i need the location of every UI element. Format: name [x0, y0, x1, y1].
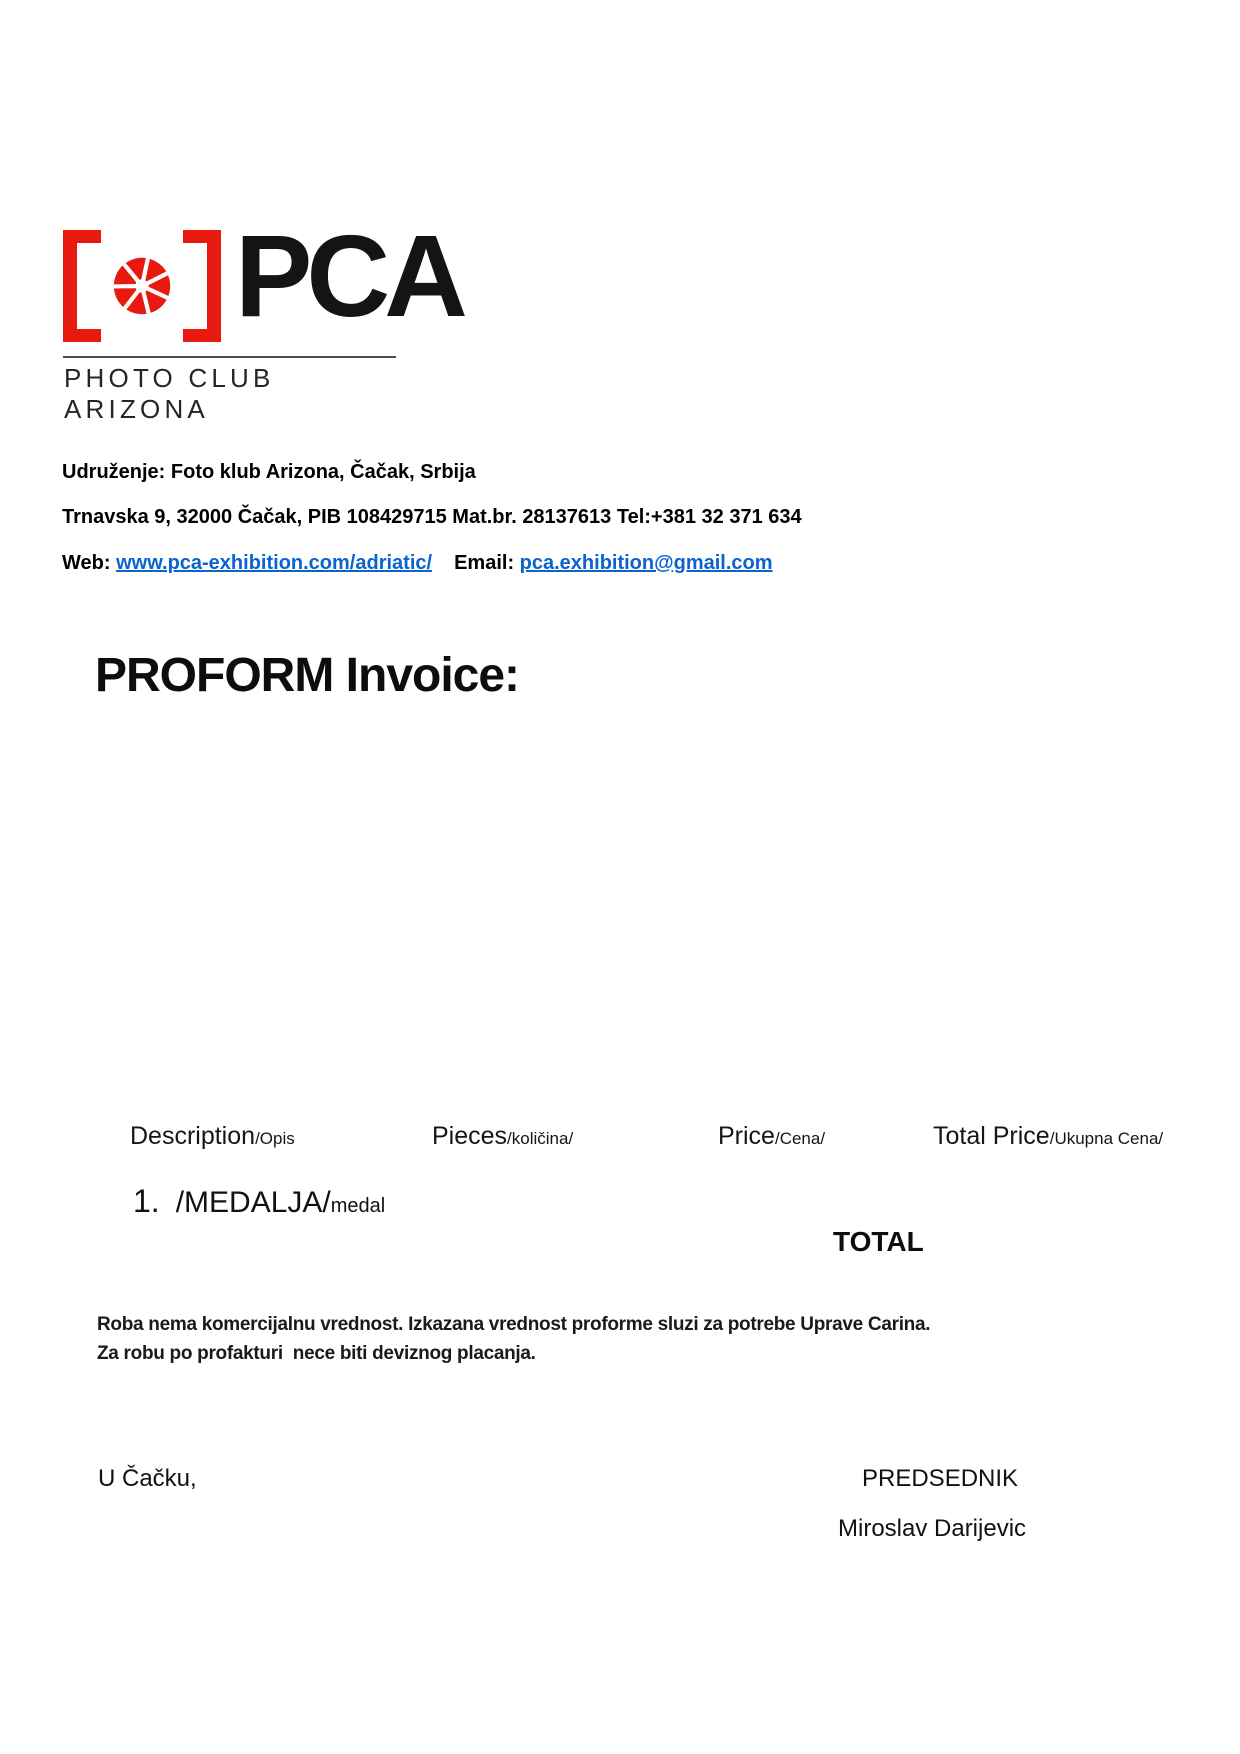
- email-label: Email:: [454, 552, 520, 574]
- org-contact-line: [62, 552, 773, 575]
- header-main: Pieces: [432, 1122, 508, 1150]
- signature-role: PREDSEDNIK: [862, 1465, 1019, 1492]
- column-header-pieces: [432, 1122, 573, 1151]
- pca-logo: [63, 211, 462, 342]
- org-name-line: Udruženje: Foto klub Arizona, Čačak, Srbija: [62, 461, 476, 483]
- column-header-total-price: [933, 1122, 1163, 1151]
- website-link[interactable]: www.pca-exhibition.com/adriatic/: [116, 552, 433, 574]
- right-bracket-shape: [183, 230, 221, 342]
- column-header-description: [130, 1122, 295, 1151]
- org-address-line: Trnavska 9, 32000 Čačak, PIB 108429715 Mat.br. 28137613 Tel:+381 32 371 634: [62, 506, 802, 528]
- web-label: Web:: [62, 552, 117, 574]
- header-main: Description: [130, 1122, 256, 1150]
- signature-place: U Čačku,: [98, 1465, 197, 1492]
- header-sub: /količina/: [507, 1129, 574, 1148]
- header-main: Total Price: [933, 1122, 1050, 1150]
- left-bracket-shape: [63, 230, 101, 342]
- total-label: TOTAL: [833, 1226, 924, 1257]
- email-link[interactable]: pca.exhibition@gmail.com: [519, 552, 773, 574]
- header-sub: /Cena/: [774, 1129, 826, 1148]
- note-line-1: Roba nema komercijalnu vrednost. Izkazana vrednost proforme sluzi za potrebe Uprave Carina.: [97, 1314, 931, 1335]
- table-row: [133, 1183, 385, 1220]
- camera-aperture-icon: [112, 256, 172, 316]
- logo-divider: [63, 356, 396, 358]
- column-header-price: [718, 1122, 825, 1151]
- note-line-2: Za robu po profakturi nece biti deviznog placanja.: [97, 1343, 536, 1364]
- customs-note: [97, 1310, 1037, 1368]
- item-description: /MEDALJA/: [175, 1186, 331, 1219]
- item-description-translation: medal: [330, 1195, 386, 1217]
- item-number: 1.: [133, 1183, 160, 1219]
- logo-subtitle: PHOTO CLUB ARIZONA: [64, 363, 275, 424]
- header-sub: /Opis: [255, 1129, 295, 1148]
- header-main: Price: [718, 1122, 775, 1150]
- brand-name: PCA: [235, 211, 462, 341]
- header-sub: /Ukupna Cena/: [1049, 1129, 1164, 1148]
- signature-name: Miroslav Darijevic: [838, 1515, 1027, 1542]
- page-title: PROFORM Invoice:: [95, 649, 520, 702]
